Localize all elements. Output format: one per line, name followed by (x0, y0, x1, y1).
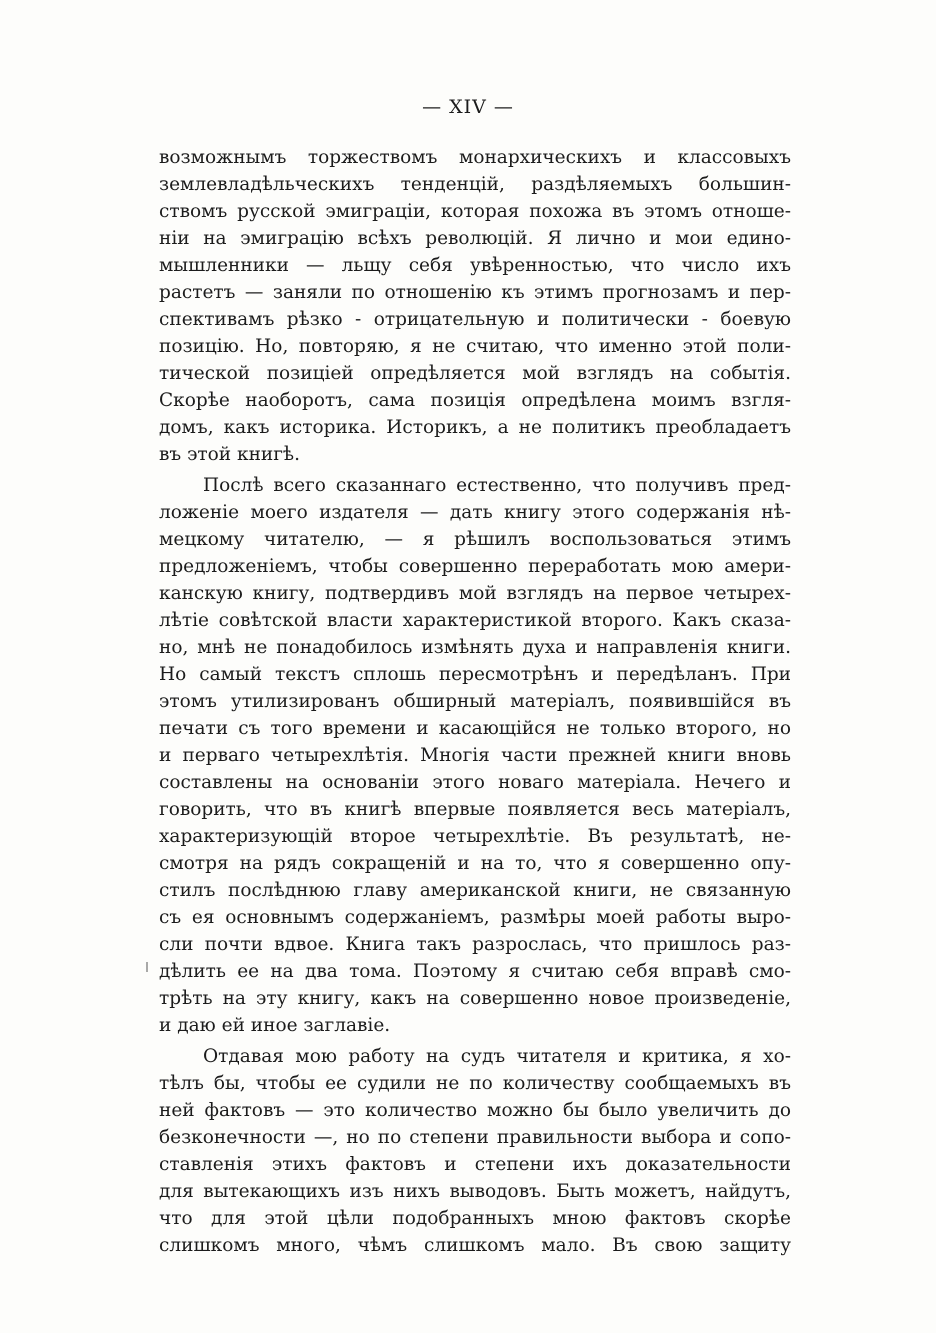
text-line: растетъ — заняли по отношенію къ этимъ прогнозамъ и пер- (159, 282, 791, 303)
text-line: дѣлить ее на два тома. Поэтому я считаю себя вправѣ смо- (159, 961, 791, 982)
text-line: мышленники — льщу себя увѣренностью, что число ихъ (159, 255, 791, 276)
text-line: Но самый текстъ сплошь пересмотрѣнъ и передѣланъ. При (159, 664, 791, 685)
text-line: тической позиціей опредѣляется мой взглядъ на событія. (159, 363, 791, 384)
text-line: сли почти вдвое. Книга такъ разрослась, что пришлось раз- (159, 934, 791, 955)
text-line: что для этой цѣли подобранныхъ мною фактовъ скорѣе (159, 1208, 791, 1229)
text-line: возможнымъ торжествомъ монархическихъ и классовыхъ (159, 147, 791, 168)
paragraph-3 (159, 1043, 791, 1259)
text-line: говорить, что въ книгѣ впервые появляется весь матеріалъ, (159, 799, 791, 820)
text-line: безконечности —, но по степени правильности выбора и сопо- (159, 1127, 791, 1148)
text-line: стилъ послѣднюю главу американской книги, не связанную (159, 880, 791, 901)
text-line: Отдавая мою работу на судъ читателя и критика, я хо- (203, 1046, 791, 1067)
text-line: домъ, какъ историка. Историкъ, а не политикъ преобладаетъ (159, 417, 791, 438)
paragraph-2 (159, 472, 791, 1039)
text-line: спективамъ рѣзко - отрицательную и политически - боевую (159, 309, 791, 330)
text-body (159, 144, 791, 1259)
text-line: для вытекающихъ изъ нихъ выводовъ. Быть можетъ, найдутъ, (159, 1181, 791, 1202)
margin-mark (146, 962, 148, 972)
text-line: Послѣ всего сказаннаго естественно, что получивъ пред- (203, 475, 791, 496)
text-line: землевладѣльческихъ тенденцій, раздѣляемыхъ большин- (159, 174, 791, 195)
text-line: мецкому читателю, — я рѣшилъ воспользоваться этимъ (159, 529, 791, 550)
text-line: канскую книгу, подтвердивъ мой взглядъ на первое четырех- (159, 583, 791, 604)
text-line: тѣлъ бы, чтобы ее судили не по количеству сообщаемыхъ въ (159, 1073, 791, 1094)
text-line: ставленія этихъ фактовъ и степени ихъ доказательности (159, 1154, 791, 1175)
page-number: — XIV — (422, 96, 514, 118)
text-line: составлены на основаніи этого новаго матеріала. Нечего и (159, 772, 791, 793)
text-line: предложеніемъ, чтобы совершенно переработать мою амери- (159, 556, 791, 577)
text-line: Скорѣе наоборотъ, сама позиція опредѣлена моимъ взгля- (159, 390, 791, 411)
text-line: въ этой книгѣ. (159, 444, 300, 465)
text-line: ствомъ русской эмиграціи, которая похожа въ этомъ отноше- (159, 201, 791, 222)
text-line: лѣтіе совѣтской власти характеристикой второго. Какъ сказа- (159, 610, 791, 631)
text-line: характеризующій второе четырехлѣтіе. Въ результатѣ, не- (159, 826, 791, 847)
text-line: слишкомъ много, чѣмъ слишкомъ мало. Въ свою защиту (159, 1235, 791, 1256)
text-line: этомъ утилизированъ обширный матеріалъ, появившійся въ (159, 691, 791, 712)
text-line: ніи на эмиграцію всѣхъ революцій. Я лично и мои едино- (159, 228, 791, 249)
text-line: трѣть на эту книгу, какъ на совершенно новое произведеніе, (159, 988, 791, 1009)
text-line: ложеніе моего издателя — дать книгу этого содержанія нѣ- (159, 502, 791, 523)
text-line: ней фактовъ — это количество можно бы было увеличить до (159, 1100, 791, 1121)
text-line: и перваго четырехлѣтія. Многія части прежней книги вновь (159, 745, 791, 766)
text-line: смотря на рядъ сокращеній и на то, что я совершенно опу- (159, 853, 791, 874)
text-line: печати съ того времени и касающійся не только второго, но (159, 718, 791, 739)
paragraph-1 (159, 144, 791, 468)
text-line: позицію. Но, повторяю, я не считаю, что именно этой поли- (159, 336, 791, 357)
text-line: но, мнѣ не понадобилось измѣнять духа и направленія книги. (159, 637, 791, 658)
text-line: и даю ей иное заглавіе. (159, 1015, 391, 1036)
text-line: съ ея основнымъ содержаніемъ, размѣры моей работы выро- (159, 907, 791, 928)
